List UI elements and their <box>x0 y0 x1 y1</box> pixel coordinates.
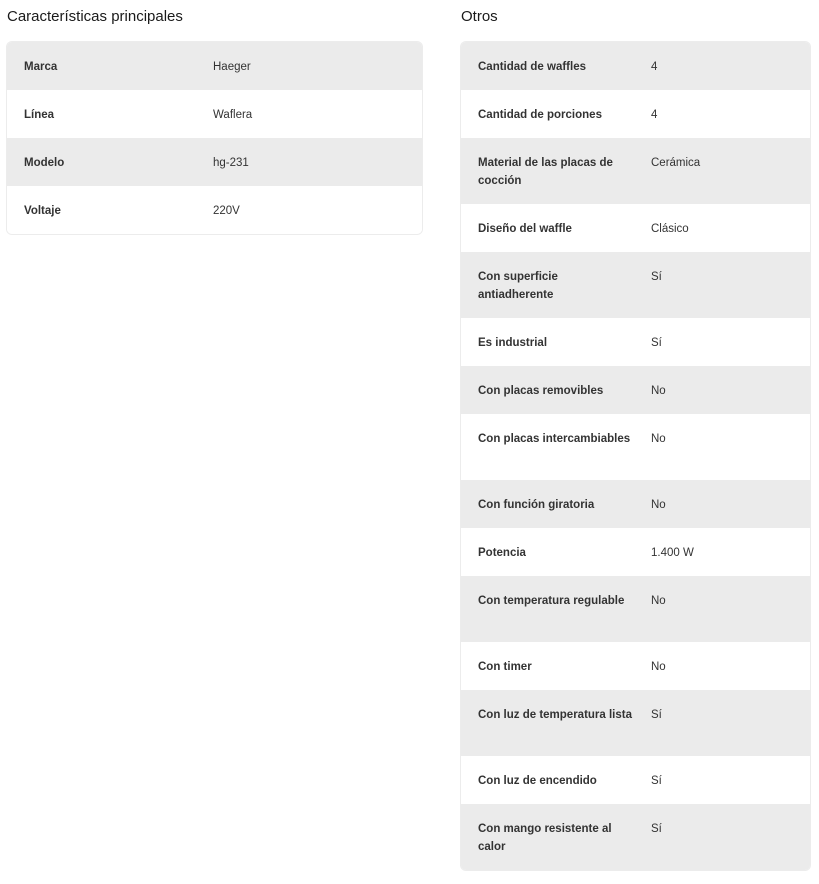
table-row <box>461 528 810 576</box>
table-row <box>461 90 810 138</box>
row-label: Modelo <box>24 157 65 169</box>
row-label: Con función giratoria <box>478 499 595 511</box>
row-value: Waflera <box>213 109 253 121</box>
row-label: Voltaje <box>24 205 61 217</box>
row-label: Con luz de encendido <box>478 775 597 787</box>
row-value: 220V <box>213 205 240 217</box>
row-value: Sí <box>651 823 662 835</box>
main-characteristics-title: Características principales <box>7 8 183 25</box>
row-label: Con luz de temperatura lista <box>478 709 633 721</box>
table-row <box>461 642 810 690</box>
row-label: Con placas intercambiables <box>478 433 631 445</box>
other-characteristics-section <box>461 0 810 870</box>
main-characteristics-section <box>7 0 422 234</box>
table-row <box>461 804 810 870</box>
row-value: Sí <box>651 709 662 721</box>
row-label: Es industrial <box>478 337 548 349</box>
row-value: No <box>651 433 666 445</box>
row-label: Con placas removibles <box>478 385 604 397</box>
table-row <box>461 414 810 480</box>
row-label: Línea <box>24 109 55 121</box>
row-value: Sí <box>651 775 662 787</box>
row-value: No <box>651 499 666 511</box>
table-row <box>461 366 810 414</box>
table-row <box>7 138 422 186</box>
table-row <box>7 90 422 138</box>
row-value: Sí <box>651 271 662 283</box>
table-row <box>7 186 422 234</box>
row-value: 4 <box>651 109 658 121</box>
row-label: Marca <box>24 61 58 73</box>
other-characteristics-title: Otros <box>461 8 498 25</box>
table-row <box>7 42 422 90</box>
table-row <box>461 690 810 756</box>
table-row <box>461 756 810 804</box>
row-label: Potencia <box>478 547 526 559</box>
table-row <box>461 576 810 642</box>
row-label: Con mango resistente al calor <box>478 823 612 853</box>
row-value: No <box>651 661 666 673</box>
table-row <box>461 480 810 528</box>
row-value: Cerámica <box>651 157 701 169</box>
table-row <box>461 138 810 204</box>
table-row <box>461 42 810 90</box>
row-value: 4 <box>651 61 658 73</box>
row-label: Con temperatura regulable <box>478 595 625 607</box>
row-label: Cantidad de waffles <box>478 61 586 73</box>
row-label: Con superficie antiadherente <box>478 271 558 301</box>
table-row <box>461 252 810 318</box>
row-value: Clásico <box>651 223 689 235</box>
row-value: 1.400 W <box>651 547 694 559</box>
main-characteristics-table <box>7 42 422 234</box>
table-row <box>461 318 810 366</box>
row-value: No <box>651 385 666 397</box>
row-value: Haeger <box>213 61 251 73</box>
row-value: No <box>651 595 666 607</box>
row-label: Material de las placas de cocción <box>478 157 613 187</box>
table-row <box>461 204 810 252</box>
row-label: Diseño del waffle <box>478 223 572 235</box>
row-label: Cantidad de porciones <box>478 109 602 121</box>
row-label: Con timer <box>478 661 532 673</box>
other-characteristics-table <box>461 42 810 870</box>
row-value: Sí <box>651 337 662 349</box>
row-value: hg-231 <box>213 157 249 169</box>
